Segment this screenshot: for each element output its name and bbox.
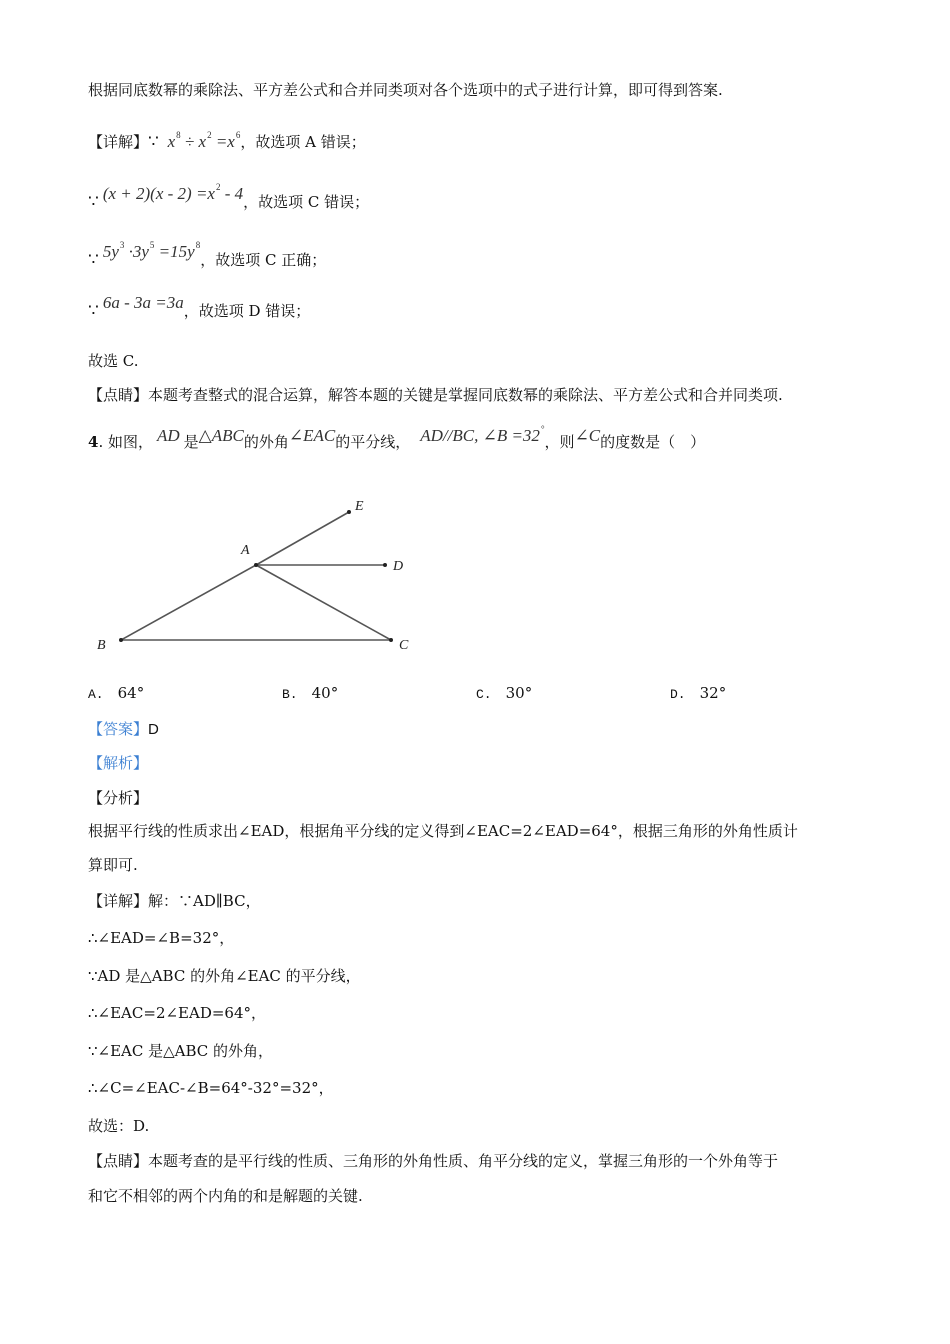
solution-line: 【详解】解：∵AD∥BC， xyxy=(88,892,261,910)
conclusion-a: ，故选项 A 错误； xyxy=(240,133,366,151)
option-a[interactable]: A. 64° xyxy=(88,684,145,702)
label-c: C xyxy=(399,638,409,653)
formula-a: $x^8 \div x^2 =x^6$ xyxy=(167,130,241,151)
label-d: D xyxy=(393,559,404,574)
q4-number: 4 xyxy=(88,433,99,451)
analyze-text-2: 算即可. xyxy=(88,856,138,874)
option-c[interactable]: C. 30° xyxy=(476,684,533,702)
solution-line: ∵∠EAC 是△ABC 的外角， xyxy=(88,1042,274,1060)
conclusion-d: ，故选项 D 错误； xyxy=(183,302,311,320)
solution-line: 故选：D. xyxy=(88,1117,150,1135)
answer-label: 【答案】 xyxy=(88,720,149,738)
option-b[interactable]: B. 40° xyxy=(282,684,339,702)
q3-method-text: 根据同底数幂的乘除法、平方差公式和合并同类项对各个选项中的式子进行计算，即可得到答案. xyxy=(88,81,723,99)
since-symbol: ∵ xyxy=(88,250,99,270)
answer-line xyxy=(88,718,159,741)
angle-c: ∠C xyxy=(574,426,601,445)
point-c xyxy=(389,638,393,642)
seg-ad: AD xyxy=(156,426,180,445)
solution-line: ∴∠EAC=2∠EAD=64°， xyxy=(88,1004,267,1022)
analysis-label: 【解析】 xyxy=(88,754,149,772)
solution-line: ∵AD 是△ABC 的外角∠EAC 的平分线， xyxy=(88,967,361,985)
triangle-abc: △ABC xyxy=(198,426,244,445)
formula-c2: $5y^3 \cdot 3y^5 =15y^8$ xyxy=(102,240,201,261)
since-symbol: ∵ xyxy=(88,301,99,321)
conclusion-c1: ，故选项 C 错误； xyxy=(243,193,370,211)
segment-ac xyxy=(256,565,391,640)
point-d xyxy=(383,563,387,567)
segment-ae xyxy=(256,512,349,565)
answer-value: D xyxy=(148,721,159,738)
q4-stem: 4. 如图， AD 是△ABC的外角∠EAC的平分线， AD//BC, ∠B =32°，则∠C的度数是（ ） xyxy=(88,424,706,451)
option-d[interactable]: D. 32° xyxy=(670,684,727,702)
label-a: A xyxy=(241,543,250,558)
analyze-label: 【分析】 xyxy=(88,789,149,807)
label-b: B xyxy=(97,638,106,653)
analyze-text-1: 根据平行线的性质求出∠EAD，根据角平分线的定义得到∠EAC=2∠EAD=64°，根据三角形的外角性质计 xyxy=(88,822,798,840)
condition: AD//BC, ∠B =32° xyxy=(420,424,545,445)
segment-ab xyxy=(121,565,256,640)
point-a xyxy=(254,563,258,567)
since-symbol: ∵ xyxy=(148,132,159,152)
solution-line: ∴∠EAD=∠B=32°， xyxy=(88,929,235,947)
q3-comment: 【点睛】本题考查整式的混合运算，解答本题的关键是掌握同底数幂的乘除法、平方差公式和合并同类项. xyxy=(88,386,783,404)
formula-d: 6a - 3a =3a xyxy=(102,293,184,312)
point-e xyxy=(347,510,351,514)
solution-line: ∴∠C=∠EAC-∠B=64°-32°=32°， xyxy=(88,1079,334,1097)
detail-label: 【详解】 xyxy=(88,133,149,151)
point-b xyxy=(119,638,123,642)
label-e: E xyxy=(355,499,364,514)
q4-comment-1: 【点睛】本题考查的是平行线的性质、三角形的外角性质、角平分线的定义，掌握三角形的一个外角等于 xyxy=(88,1152,779,1170)
angle-eac: ∠EAC xyxy=(288,426,336,445)
conclusion-c2: ，故选项 C 正确； xyxy=(200,251,327,269)
q4-comment-2: 和它不相邻的两个内角的和是解题的关键. xyxy=(88,1187,363,1205)
q3-choose: 故选 C. xyxy=(88,352,139,370)
formula-c1: $(x + 2)(x - 2) =x^2 - 4$ xyxy=(102,182,244,203)
since-symbol: ∵ xyxy=(88,192,99,212)
